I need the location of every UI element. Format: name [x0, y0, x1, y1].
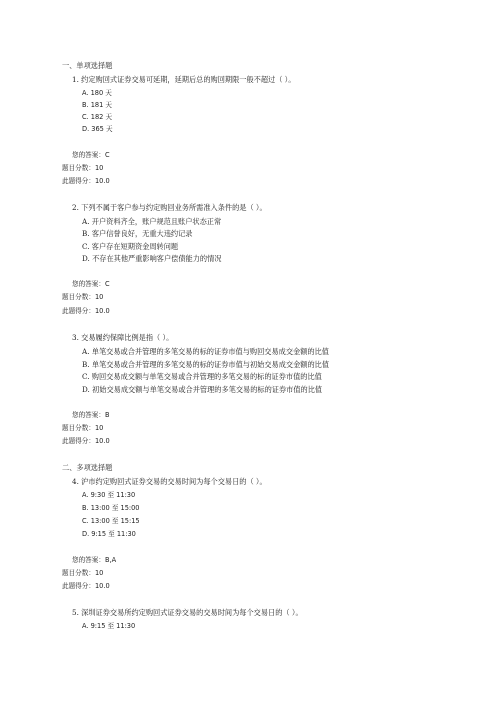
section-heading-multiple-choice: 二、多项选择题	[62, 463, 113, 472]
question-3-stem: 3. 交易履约保障比例是指（ ）。	[72, 333, 174, 342]
question-3-your-answer: 您的答案：B	[72, 411, 110, 419]
question-3-option-c: C. 购回交易成交额与单笔交易或合并管理的多笔交易的标的证券市值的比值	[82, 372, 322, 381]
question-4-stem: 4. 沪市约定购回式证券交易的交易时间为每个交易日的（ ）。	[72, 477, 267, 486]
question-2-your-answer: 您的答案：C	[72, 280, 110, 288]
question-4-option-d: D. 9:15 至 11:30	[82, 530, 136, 538]
question-2-points-earned: 此题得分：10.0	[62, 307, 110, 315]
question-4-score: 题目分数：10	[62, 569, 104, 577]
question-5-option-a: A. 9:15 至 11:30	[82, 622, 136, 630]
question-3-option-b: B. 单笔交易或合并管理的多笔交易的标的证券市值与初始交易成交金额的比值	[82, 360, 330, 369]
question-3-option-a: A. 单笔交易或合并管理的多笔交易的标的证券市值与购回交易成交金额的比值	[82, 347, 329, 356]
question-2-score: 题目分数：10	[62, 293, 104, 301]
question-4-option-a: A. 9:30 至 11:30	[82, 491, 136, 499]
question-2-option-c: C. 客户存在短期资金周转问题	[82, 242, 179, 251]
question-2-option-d: D. 不存在其他严重影响客户偿债能力的情况	[82, 254, 222, 263]
question-5-stem: 5. 深圳证券交易所约定购回式证券交易的交易时间为每个交易日的（ ）。	[72, 608, 303, 617]
question-3-points-earned: 此题得分：10.0	[62, 437, 110, 445]
question-4-option-b: B. 13:00 至 15:00	[82, 504, 140, 512]
question-1-stem: 1. 约定购回式证券交易可延期，延期后总的购回期限一般不超过（ ）。	[72, 75, 296, 84]
question-1-points-earned: 此题得分：10.0	[62, 177, 110, 185]
question-2-option-b: B. 客户信誉良好，无重大违约记录	[82, 229, 193, 238]
question-4-option-c: C. 13:00 至 15:15	[82, 517, 140, 525]
question-1-score: 题目分数：10	[62, 164, 104, 172]
question-1-option-d: D. 365 天	[82, 125, 113, 133]
question-3-option-d: D. 初始交易成交额与单笔交易或合并管理的多笔交易的标的证券市值的比值	[82, 385, 323, 394]
question-3-score: 题目分数：10	[62, 424, 104, 432]
section-heading-single-choice: 一、单项选择题	[62, 61, 113, 70]
question-1-option-a: A. 180 天	[82, 89, 112, 97]
question-1-option-b: B. 181 天	[82, 101, 112, 109]
question-4-your-answer: 您的答案：B,A	[72, 556, 117, 564]
question-1-your-answer: 您的答案：C	[72, 151, 110, 159]
question-2-stem: 2. 下列不属于客户参与约定购回业务所需准入条件的是（ ）。	[72, 203, 267, 212]
question-1-option-c: C. 182 天	[82, 113, 113, 121]
question-2-option-a: A. 开户资料齐全，账户规范且账户状态正常	[82, 217, 222, 226]
question-4-points-earned: 此题得分：10.0	[62, 582, 110, 590]
